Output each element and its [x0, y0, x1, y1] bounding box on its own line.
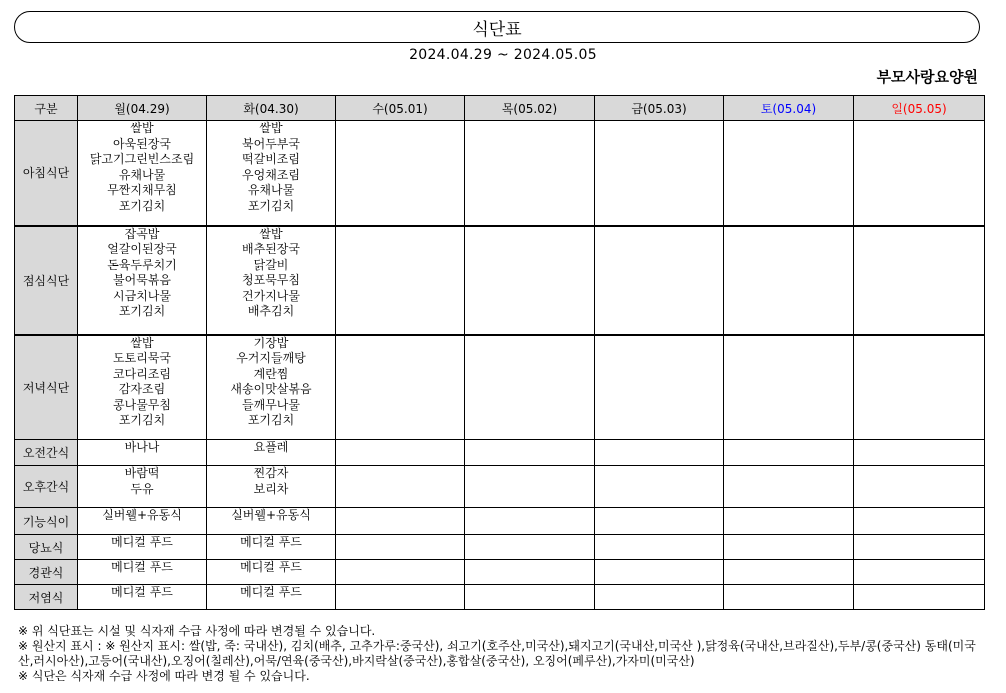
- header-day-sun: 일(05.05): [854, 96, 985, 121]
- menu-cell-wed: [336, 535, 465, 560]
- menu-cell-fri: [595, 466, 724, 508]
- meal-label: 오후간식: [15, 466, 78, 508]
- meal-label: 경관식: [15, 560, 78, 585]
- menu-cell-wed: [336, 508, 465, 535]
- menu-item: 닭고기그린빈스조림: [89, 152, 195, 166]
- menu-item: 실버웰+유동식: [102, 508, 182, 522]
- menu-item: 불어묵볶음: [113, 273, 171, 287]
- menu-item: 기장밥: [253, 335, 289, 350]
- menu-cell-tue: [207, 560, 336, 585]
- header-day-thu: 목(05.02): [465, 96, 595, 121]
- menu-cell-thu: [465, 585, 595, 610]
- menu-cell-thu: [465, 440, 595, 466]
- menu-cell-mon: [78, 535, 207, 560]
- menu-item: 얼갈이된장국: [107, 242, 177, 256]
- menu-cell-tue: [207, 226, 336, 335]
- menu-body: [15, 121, 985, 610]
- header-label: 구분: [15, 96, 78, 121]
- page-title: [14, 11, 980, 43]
- menu-item: 돈육두루치기: [107, 257, 177, 272]
- meal-row: [15, 466, 985, 508]
- menu-item: 보리차: [253, 481, 289, 496]
- menu-item: 유채나물: [247, 183, 295, 197]
- menu-cell-sun: [854, 585, 985, 610]
- meal-row: [15, 121, 985, 226]
- menu-cell-sat: [724, 335, 854, 440]
- menu-cell-fri: [595, 585, 724, 610]
- meal-label: 기능식이: [15, 508, 78, 535]
- menu-cell-sat: [724, 508, 854, 535]
- menu-cell-wed: [336, 121, 465, 226]
- menu-cell-sun: [854, 226, 985, 335]
- menu-item: 우엉채조림: [242, 167, 300, 182]
- menu-item: 닭갈비: [253, 257, 289, 272]
- menu-item: 메디컬 푸드: [111, 535, 173, 549]
- menu-item: 쌀밥: [130, 121, 154, 135]
- menu-cell-mon: [78, 226, 207, 335]
- meal-row: [15, 535, 985, 560]
- menu-cell-tue: [207, 585, 336, 610]
- menu-cell-sat: [724, 440, 854, 466]
- menu-item: 포기김치: [247, 413, 295, 427]
- menu-item: 쌀밥: [259, 226, 283, 241]
- menu-cell-fri: [595, 560, 724, 585]
- menu-item: 건가지나물: [242, 288, 300, 303]
- menu-item: 요플레: [253, 440, 289, 454]
- menu-cell-tue: [207, 466, 336, 508]
- meal-label: 저염식: [15, 585, 78, 610]
- menu-item: 도토리묵국: [113, 351, 171, 365]
- notes: [18, 624, 978, 684]
- menu-item: 바나나: [124, 440, 160, 454]
- menu-cell-sun: [854, 335, 985, 440]
- menu-cell-thu: [465, 466, 595, 508]
- note-line: ※ 원산지 표시 : ※ 원산지 표시: 쌀(밥, 죽: 국내산), 김치(배추, 고추가루:중국산), 쇠고기(호주산,미국산),돼지고기(국내산,미국산 ),닭정육(국내산,브라질산),두부/콩(중국산) 동태(미국산,러시아산),고등어(국내산),오징어(칠레산),어묵/연육(중국산),바지락살(중국산),홍합살(중국산), 오징어(페루산),가자미(미국산): [18, 639, 976, 668]
- menu-cell-fri: [595, 121, 724, 226]
- header-day-mon: 월(04.29): [78, 96, 207, 121]
- meal-row: [15, 508, 985, 535]
- menu-cell-wed: [336, 440, 465, 466]
- menu-cell-thu: [465, 226, 595, 335]
- menu-item: 쌀밥: [130, 335, 154, 350]
- menu-cell-fri: [595, 440, 724, 466]
- menu-cell-thu: [465, 535, 595, 560]
- menu-cell-tue: [207, 535, 336, 560]
- menu-item: 메디컬 푸드: [111, 560, 173, 574]
- menu-item: 메디컬 푸드: [240, 585, 302, 599]
- menu-item: 배추된장국: [242, 242, 300, 256]
- menu-cell-thu: [465, 508, 595, 535]
- menu-cell-wed: [336, 335, 465, 440]
- meal-row: [15, 560, 985, 585]
- page-title-text: 식단표: [472, 19, 522, 40]
- menu-cell-fri: [595, 226, 724, 335]
- meal-label: 아침식단: [15, 121, 78, 226]
- header-day-wed: 수(05.01): [336, 96, 465, 121]
- menu-item: 시금치나물: [113, 288, 171, 303]
- menu-cell-thu: [465, 560, 595, 585]
- header-day-sat: 토(05.04): [724, 96, 854, 121]
- menu-item: 찐감자: [253, 466, 289, 480]
- menu-item: 실버웰+유동식: [231, 508, 311, 522]
- menu-item: 새송이맛살볶음: [230, 382, 312, 396]
- menu-cell-thu: [465, 335, 595, 440]
- menu-item: 무짠지채무침: [107, 183, 177, 197]
- header-day-tue: 화(04.30): [207, 96, 336, 121]
- menu-cell-sat: [724, 121, 854, 226]
- menu-cell-mon: [78, 585, 207, 610]
- menu-item: 쌀밥: [259, 121, 283, 135]
- menu-cell-sun: [854, 560, 985, 585]
- menu-item: 우거지들깨탕: [236, 351, 306, 365]
- menu-cell-wed: [336, 226, 465, 335]
- menu-item: 아욱된장국: [113, 136, 171, 151]
- menu-item: 메디컬 푸드: [111, 585, 173, 599]
- note-line: ※ 위 식단표는 시설 및 식자재 수급 사정에 따라 변경될 수 있습니다.: [18, 624, 376, 638]
- menu-item: 잡곡밥: [124, 226, 160, 241]
- menu-item: 포기김치: [247, 198, 295, 213]
- menu-cell-sat: [724, 560, 854, 585]
- menu-cell-fri: [595, 535, 724, 560]
- menu-item: 배추김치: [247, 304, 295, 318]
- menu-item: 들깨무나물: [242, 397, 300, 412]
- meal-label: 점심식단: [15, 226, 78, 335]
- menu-cell-sun: [854, 440, 985, 466]
- menu-item: 북어두부국: [242, 136, 300, 151]
- menu-item: 메디컬 푸드: [240, 535, 302, 549]
- meal-row: [15, 440, 985, 466]
- menu-item: 콩나물무침: [113, 397, 171, 412]
- menu-cell-tue: [207, 335, 336, 440]
- menu-item: 메디컬 푸드: [240, 560, 302, 574]
- menu-cell-sat: [724, 226, 854, 335]
- menu-item: 감자조림: [118, 382, 166, 396]
- menu-item: 떡갈비조림: [242, 152, 300, 166]
- menu-cell-sun: [854, 535, 985, 560]
- menu-cell-sun: [854, 121, 985, 226]
- menu-cell-sun: [854, 508, 985, 535]
- meal-row: [15, 585, 985, 610]
- meal-label: 오전간식: [15, 440, 78, 466]
- menu-cell-tue: [207, 440, 336, 466]
- menu-item: 청포묵무침: [242, 273, 300, 287]
- menu-item: 바람떡: [124, 466, 160, 480]
- menu-item: 두유: [130, 481, 154, 496]
- menu-cell-mon: [78, 466, 207, 508]
- menu-cell-tue: [207, 121, 336, 226]
- menu-item: 포기김치: [118, 413, 166, 427]
- menu-cell-mon: [78, 560, 207, 585]
- menu-cell-tue: [207, 508, 336, 535]
- menu-cell-fri: [595, 508, 724, 535]
- header-row: [15, 96, 985, 121]
- menu-item: 코다리조림: [113, 366, 171, 381]
- menu-cell-thu: [465, 121, 595, 226]
- date-range: 2024.04.29 ~ 2024.05.05: [409, 47, 597, 63]
- menu-table: [14, 95, 985, 610]
- menu-item: 유채나물: [118, 167, 166, 182]
- menu-cell-wed: [336, 585, 465, 610]
- menu-item: 포기김치: [118, 304, 166, 318]
- header-day-fri: 금(05.03): [595, 96, 724, 121]
- menu-cell-mon: [78, 121, 207, 226]
- menu-item: 포기김치: [118, 198, 166, 213]
- meal-label: 당뇨식: [15, 535, 78, 560]
- meal-label: 저녁식단: [15, 335, 78, 440]
- menu-cell-mon: [78, 440, 207, 466]
- menu-cell-sat: [724, 466, 854, 508]
- menu-item: 계란찜: [253, 366, 289, 381]
- menu-cell-fri: [595, 335, 724, 440]
- menu-cell-wed: [336, 466, 465, 508]
- org-name: 부모사랑요양원: [876, 68, 978, 86]
- menu-cell-sat: [724, 535, 854, 560]
- meal-row: [15, 226, 985, 335]
- meal-row: [15, 335, 985, 440]
- menu-cell-mon: [78, 508, 207, 535]
- menu-cell-sat: [724, 585, 854, 610]
- menu-cell-mon: [78, 335, 207, 440]
- menu-cell-wed: [336, 560, 465, 585]
- menu-cell-sun: [854, 466, 985, 508]
- note-line: ※ 식단은 식자재 수급 사정에 따라 변경 될 수 있습니다.: [18, 669, 310, 683]
